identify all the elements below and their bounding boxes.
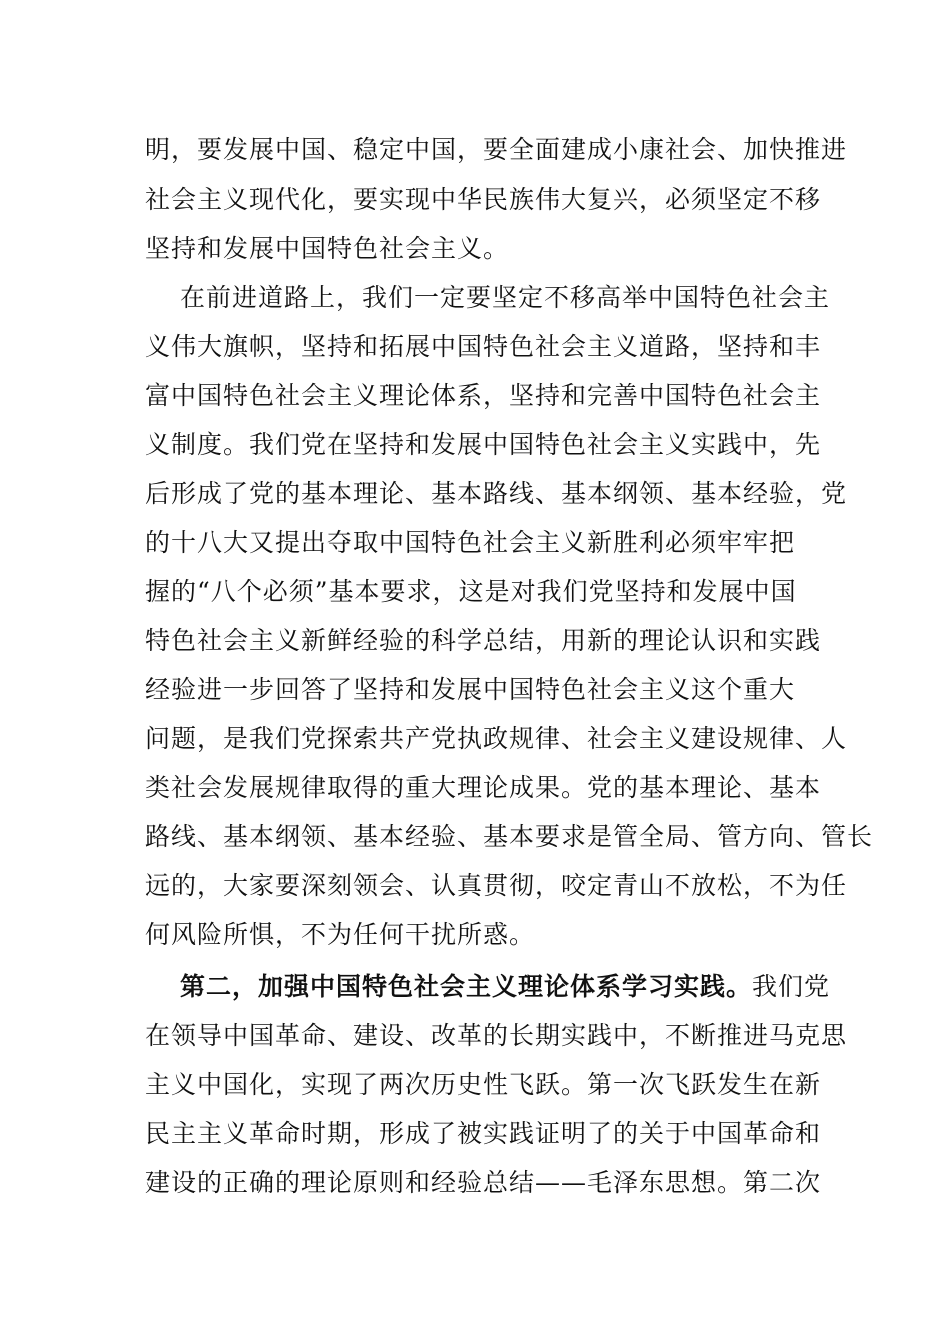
paragraph-line: 民主主义革命时期，形成了被实践证明了的关于中国革命和: [145, 1119, 822, 1148]
paragraph-line: 富中国特色社会主义理论体系，坚持和完善中国特色社会主: [145, 381, 822, 410]
paragraph-line: 经验进一步回答了坚持和发展中国特色社会主义这个重大: [145, 675, 796, 704]
paragraph-line: 握的“八个必须”基本要求，这是对我们党坚持和发展中国: [145, 577, 797, 606]
paragraph-line: 义制度。我们党在坚持和发展中国特色社会主义实践中，先: [145, 430, 822, 459]
paragraph-line: 路线、基本纲领、基本经验、基本要求是管全局、管方向、管长: [145, 822, 874, 851]
section-heading-line: [180, 967, 831, 1007]
paragraph-line: 在领导中国革命、建设、改革的长期实践中，不断推进马克思: [145, 1021, 848, 1050]
paragraph-line: 何风险所惧，不为任何干扰所惑。: [145, 920, 536, 949]
paragraph-line: 类社会发展规律取得的重大理论成果。党的基本理论、基本: [145, 773, 822, 802]
section-heading: 第二，加强中国特色社会主义理论体系学习实践。: [180, 972, 753, 1001]
paragraph-line: 特色社会主义新鲜经验的科学总结，用新的理论认识和实践: [145, 626, 822, 655]
paragraph-line: 坚持和发展中国特色社会主义。: [145, 234, 510, 263]
paragraph-line: 远的，大家要深刻领会、认真贯彻，咬定青山不放松，不为任: [145, 871, 848, 900]
paragraph-line: 问题，是我们党探索共产党执政规律、社会主义建设规律、人: [145, 724, 848, 753]
paragraph-line: 后形成了党的基本理论、基本路线、基本纲领、基本经验，党: [145, 479, 848, 508]
paragraph-line: 建设的正确的理论原则和经验总结——毛泽东思想。第二次: [145, 1168, 822, 1197]
paragraph-line: 明，要发展中国、稳定中国，要全面建成小康社会、加快推进: [145, 135, 848, 164]
paragraph-line: 主义中国化，实现了两次历史性飞跃。第一次飞跃发生在新: [145, 1070, 822, 1099]
paragraph-line: 义伟大旗帜，坚持和拓展中国特色社会主义道路，坚持和丰: [145, 332, 822, 361]
heading-line-continuation: 我们党: [752, 972, 831, 1001]
paragraph-line: 在前进道路上，我们一定要坚定不移高举中国特色社会主: [180, 283, 831, 312]
paragraph-line: 的十八大又提出夺取中国特色社会主义新胜利必须牢牢把: [145, 528, 796, 557]
paragraph-line: 社会主义现代化，要实现中华民族伟大复兴，必须坚定不移: [145, 185, 822, 214]
